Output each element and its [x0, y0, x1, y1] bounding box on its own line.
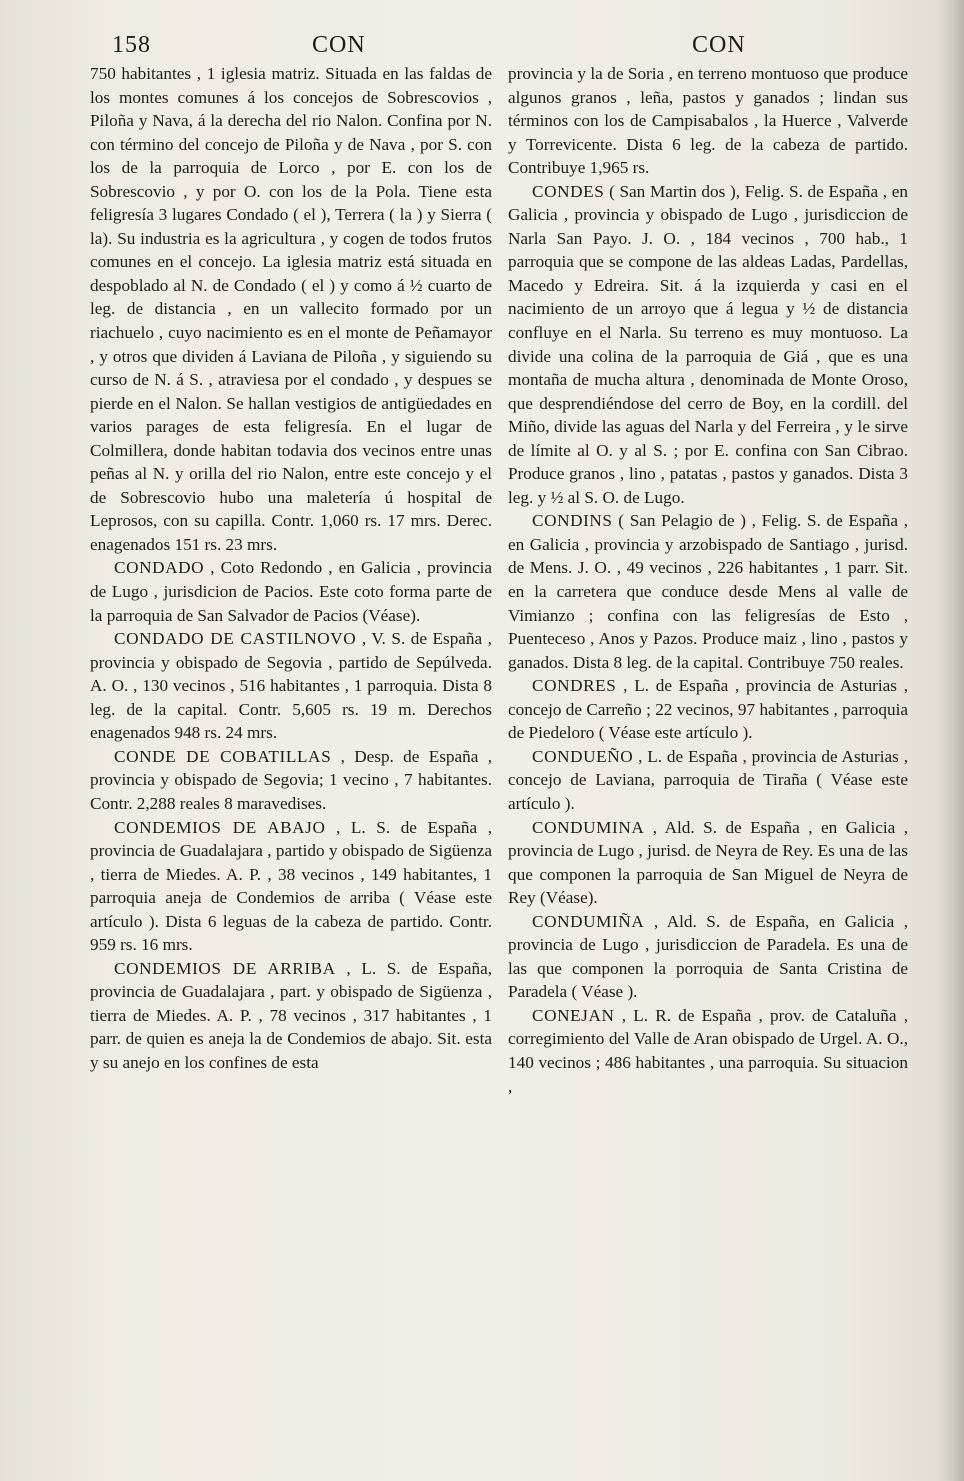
right-column — [508, 62, 908, 1098]
running-head-right: CON — [692, 32, 746, 58]
entry-headword: CONDRES — [532, 676, 617, 696]
entry — [508, 1004, 908, 1098]
entry-continuation — [508, 62, 908, 180]
entry-headword: CONDADO DE CASTILNOVO — [114, 629, 357, 649]
entry — [90, 957, 492, 1075]
entry-text: , L. S. de España , provincia de Guadalajara , partido y obispado de Sigüenza , tierra de Miedes. A. P. , 38 vecinos , 149 habitantes, 1 parroquia aneja de Condemios de arriba ( Véase este artículo ). Dista 6 leguas de la cabeza de partido. Contr. 959 rs. 16 mrs. — [90, 817, 492, 955]
entry — [508, 745, 908, 816]
entry-headword: CONEJAN — [532, 1005, 615, 1025]
entry-headword: CONDEMIOS DE ARRIBA — [114, 958, 336, 978]
entry-text: ( San Martin dos ), Felig. S. de España , en Galicia , provincia y obispado de Lugo , jurisdiccion de Narla San Payo. J. O. , 184 vecinos , 700 hab., 1 parroquia que se compone de las aldeas Ladas, Pardellas, Macedo y Edreira. Sit. á la izquierda y casi en el nacimiento de un arroyo que á legua y ½ de distancia confluye en el Narla. Su terreno es muy montuoso. La divide una colina de la parroquia de Giá , que es una montaña de mucha altura , denominada de Monte Oroso, que desprendiéndose del cerro de Boy, en la cordill. del Miño, divide las aguas del Narla y del Ferreira , y le sirve de límite al O. y al S. ; por E. confina con San Cibrao. Produce granos , lino , patatas , pastos y ganados. Dista 3 leg. y ½ al S. O. de Lugo. — [508, 181, 909, 507]
entry — [90, 556, 492, 627]
entry — [90, 816, 492, 957]
entry-headword: CONDINS — [532, 511, 613, 531]
running-head-left: CON — [312, 32, 366, 58]
entry-headword: CONDE DE COBATILLAS — [114, 746, 332, 766]
entry-text: , Desp. de España , provincia y obispado de Segovia; 1 vecino , 7 habitantes. Contr. 2,288 reales 8 maravedises. — [90, 746, 492, 813]
entry-text: 750 habitantes , 1 iglesia matriz. Situada en las faldas de los montes comunes á los concejos de Sobrescovios , Piloña y Nava, á la derecha del rio Nalon. Confina por N. con término del concejo de Piloña y de Nava , por S. con los de la parroquia de Lorco , por E. con los de Sobrescovio , y por O. con los de la Pola. Tiene esta feligresía 3 lugares Condado ( el ), Terrera ( la ) y Sierra ( la). Su industria es la agricultura , y cogen de todos frutos comunes en el concejo. La iglesia matriz está situada en despoblado al N. de Condado ( el ) y como á ½ cuarto de leg. de distancia , en un vallecito formado por un riachuelo , cuyo nacimiento es en el monte de Peñamayor , y otros que dividen á Laviana de Piloña , y siguiendo su curso de N. á S. , atraviesa por el condado , y despues se pierde en el Nalon. Se hallan vestigios de antigüedades en varios parages de esta feligresía. En el lugar de Colmillera, donde habitan todavia dos vecinos entre unas peñas al N. y orilla del rio Nalon, entre este concejo y el de Sobrescovio hubo una maletería ú hospital de Leprosos, con su capilla. Contr. 1,060 rs. 17 mrs. Derec. enagenados 151 rs. 23 mrs. — [90, 64, 492, 554]
entry-headword: CONDUMINA — [532, 817, 645, 837]
entry — [508, 509, 908, 674]
entry — [508, 816, 908, 910]
entry-text: , L. de España , provincia de Asturias , concejo de Laviana, parroquia de Tiraña ( Véase este artículo ). — [508, 746, 908, 813]
entry-text: , Ald. S. de España, en Galicia , provincia de Lugo , jurisdiccion de Paradela. Es una de las que componen la porroquia de Santa Cristina de Paradela ( Véase ). — [508, 911, 909, 1002]
page-edge-shadow — [938, 0, 964, 1481]
entry-headword: CONDEMIOS DE ABAJO — [114, 817, 326, 837]
entry — [508, 674, 908, 745]
entry-headword: CONDUMIÑA — [532, 911, 645, 931]
entry-text: , Coto Redondo , en Galicia , provincia de Lugo , jurisdicion de Pacios. Este coto forma parte de la parroquia de San Salvador de Pacios (Véase). — [90, 558, 492, 625]
entry-text: , Ald. S. de España , en Galicia , provincia de Lugo , jurisd. de Neyra de Rey. Es una de las que componen la parroquia de San Miguel de Neyra de Rey (Véase). — [508, 817, 908, 908]
page-header — [0, 32, 964, 66]
entry-text: , L. de España , provincia de Asturias , concejo de Carreño ; 22 vecinos, 97 habitantes , parroquia de Piedeloro ( Véase este artículo ). — [508, 676, 908, 743]
entry — [508, 180, 908, 510]
page-number: 158 — [112, 32, 151, 58]
entry-headword: CONDES — [532, 181, 605, 201]
entry-headword: CONDADO — [114, 558, 205, 578]
entry — [508, 910, 908, 1004]
entry — [90, 627, 492, 745]
entry-headword: CONDUEÑO — [532, 746, 634, 766]
left-column — [90, 62, 492, 1075]
entry-text: provincia y la de Soria , en terreno montuoso que produce algunos granos , leña, pastos y ganados ; lindan sus términos con los de Campisabalos , la Huerce , Valverde y Torrevicente. Dista 6 leg. de la cabeza de partido. Contribuye 1,965 rs. — [508, 64, 908, 178]
entry-text: , V. S. de España , provincia y obispado de Segovia , partido de Sepúlveda. A. O. , 130 vecinos , 516 habitantes , 1 parroquia. Dista 8 leg. de la capital. Contr. 5,605 rs. 19 m. Derechos enagenados 948 rs. 24 mrs. — [90, 629, 492, 743]
entry-continuation — [90, 62, 492, 556]
entry-text: , L. S. de España, provincia de Guadalajara , part. y obispado de Sigüenza , tierra de Miedes. A. P. , 78 vecinos , 317 habitantes , 1 parr. de quien es aneja la de Condemios de abajo. Sit. esta y su anejo en los confines de esta — [90, 958, 493, 1072]
entry-text: , L. R. de España , prov. de Cataluña , corregimiento del Valle de Aran obispado de Urgel. A. O., 140 vecinos ; 486 habitantes , una parroquia. Su situacion , — [508, 1005, 908, 1096]
entry-text: ( San Pelagio de ) , Felig. S. de España , en Galicia , provincia y arzobispado de Santiago , jurisd. de Mens. J. O. , 49 vecinos , 226 habitantes , 1 parr. Sit. en la carretera que conduce desde Mens al valle de Vimianzo ; confina con las feligresías de Esto , Puenteceso , Anos y Pazos. Produce maiz , lino , pastos y ganados. Dista 8 leg. de la capital. Contribuye 750 reales. — [508, 511, 908, 672]
entry — [90, 745, 492, 816]
